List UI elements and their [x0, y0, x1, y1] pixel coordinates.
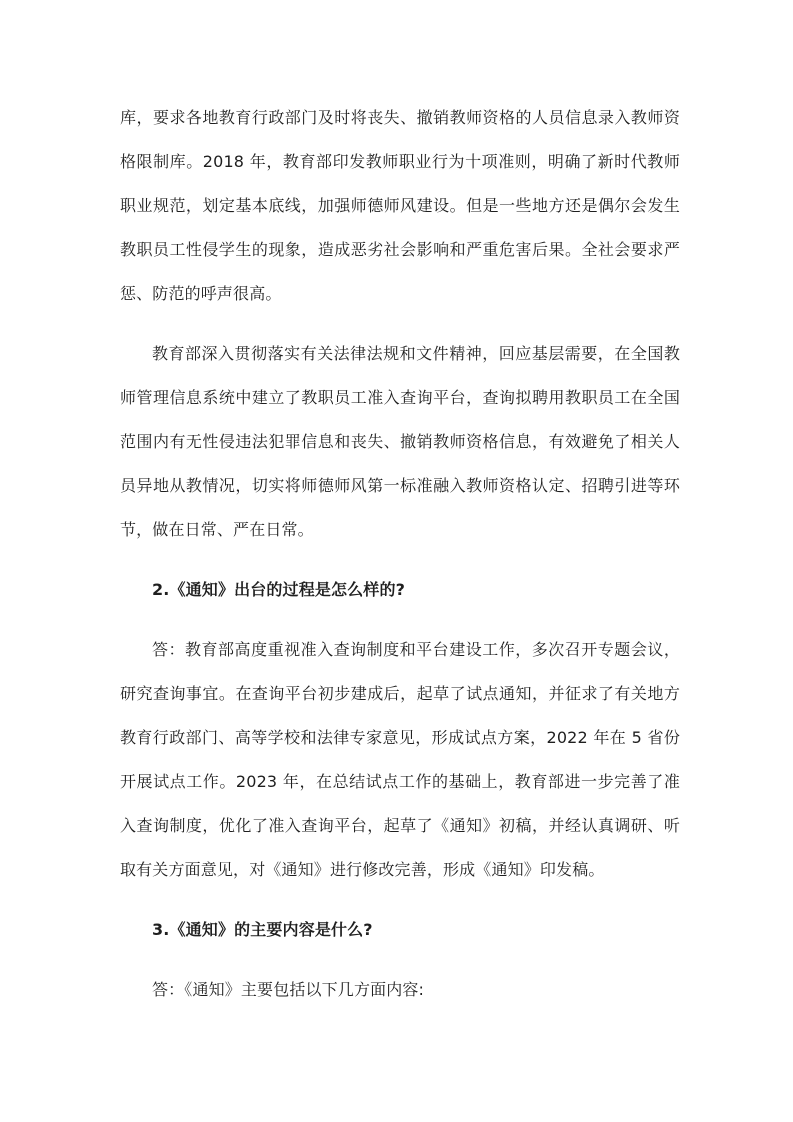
section-heading-2: 2.《通知》出台的过程是怎么样的? [152, 580, 406, 599]
paragraph-answer-3: 答：《通知》主要包括以下几方面内容: [152, 980, 425, 999]
paragraph-platform: 教育部深入贯彻落实有关法律法规和文件精神，回应基层需要，在全国教师管理信息系统中建立了教职员工准入查询平台，查询拟聘用教职员工在全国范围内有无性侵违法犯罪信息和丧失、撤销教师资格信息，有效避免了相关人员异地从教情况，切实将师德师风第一标准融入教师资格认定、招聘引进等环节，做在日常、严在日常。 [120, 344, 680, 539]
paragraph-continuation: 库，要求各地教育行政部门及时将丧失、撤销教师资格的人员信息录入教师资格限制库。2018 年，教育部印发教师职业行为十项准则，明确了新时代教师职业规范，划定基本底线，加强师德师风建设。但是一些地方还是偶尔会发生教职员工性侵学生的现象，造成恶劣社会影响和严重危害后果。全社会要求严惩、防范的呼声很高。 [120, 108, 680, 303]
document-body [120, 96, 680, 1012]
paragraph-answer-2: 答：教育部高度重视准入查询制度和平台建设工作，多次召开专题会议，研究查询事宜。在查询平台初步建成后，起草了试点通知，并征求了有关地方教育行政部门、高等学校和法律专家意见，形成试点方案，2022 年在 5 省份开展试点工作。2023 年，在总结试点工作的基础上，教育部进一步完善了准入查询制度，优化了准入查询平台，起草了《通知》初稿，并经认真调研、听取有关方面意见，对《通知》进行修改完善，形成《通知》印发稿。 [120, 640, 680, 879]
section-heading-3: 3.《通知》的主要内容是什么? [152, 920, 373, 939]
